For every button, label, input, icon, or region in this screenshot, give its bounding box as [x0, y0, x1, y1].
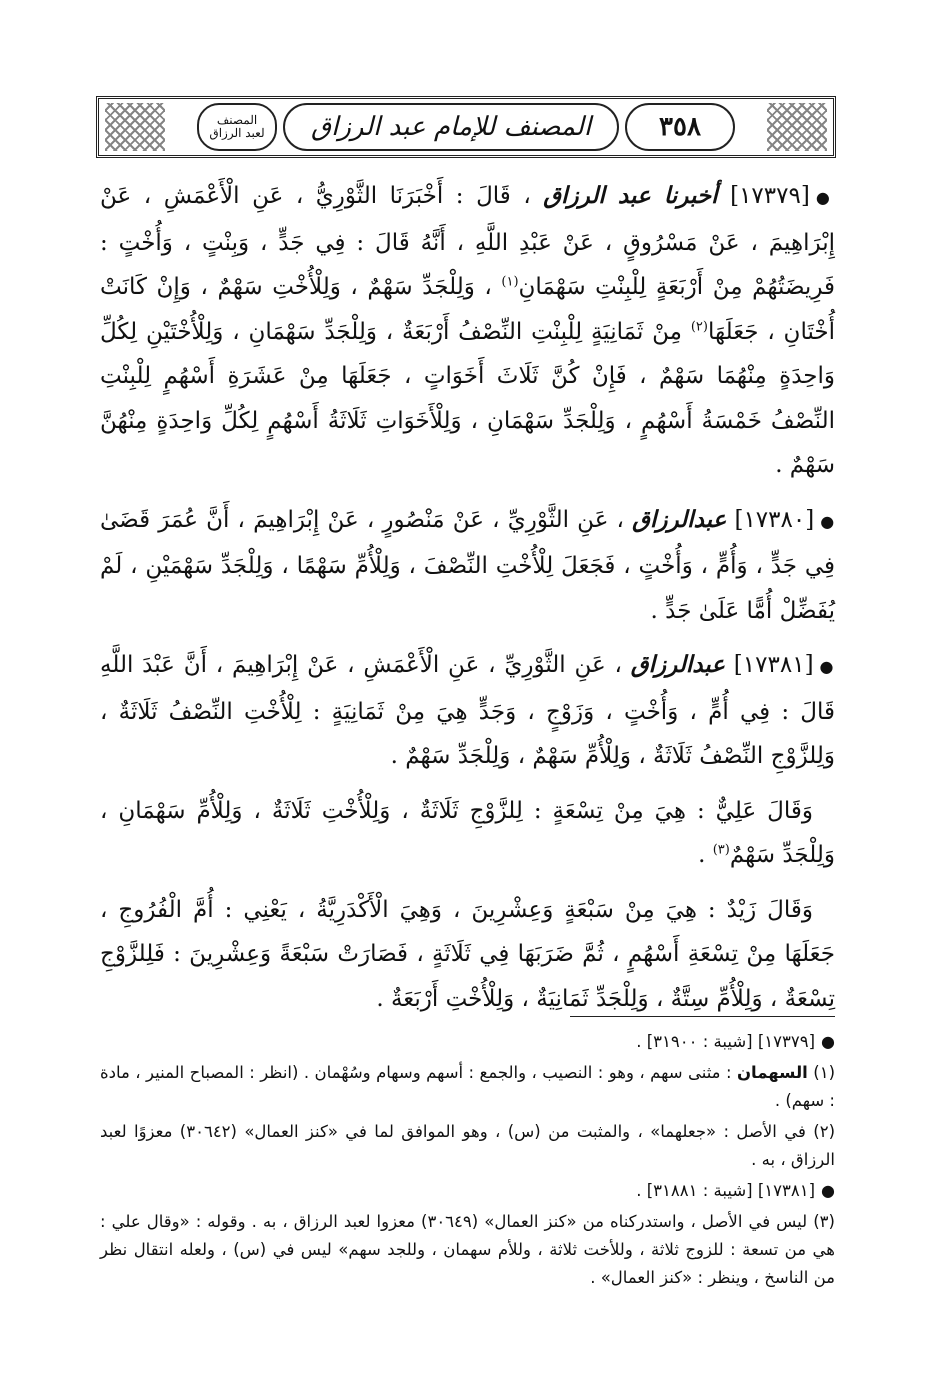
narrator: عبدالرزاق — [632, 505, 727, 533]
hadith-number: [١٧٣٨٠] — [734, 506, 815, 533]
page-number: ٣٥٨ — [659, 112, 701, 142]
bullet-icon: ● — [821, 1032, 835, 1051]
emblem-line-2: لعبد الرزاق — [209, 126, 265, 140]
footnote-number: (٢) — [813, 1122, 835, 1141]
footnote-ref-3[interactable]: (٣) — [712, 842, 730, 858]
zayd-opinion — [100, 888, 835, 1022]
ali-opinion-end: . — [698, 842, 706, 868]
footnote-ref-2[interactable]: (٢) — [690, 318, 708, 334]
hadith-number: [١٧٣٨١] — [733, 652, 814, 678]
hadith-number: [١٧٣٧٩] — [730, 183, 810, 209]
hadith-text-part-2: ، وَلِلْجَدِّ سَهْمٌ ، وَلِلْأُخْتِ سَهْمٌ ، وَإِنْ كَانَتْ أُخْتَانِ ، جَعَلَهَا — [100, 274, 836, 345]
ornament-right-icon — [767, 103, 827, 151]
ali-opinion-text: وَقَالَ عَلِيٌّ : هِيَ مِنْ تِسْعَةٍ : لِلزَّوْجِ ثَلَاثَةٌ ، وَلِلْأُخْتِ ثَلَاثَةٌ ، وَلِلْأُمِّ سَهْمَانِ ، وَلِلْجَدِّ سَهْمٌ — [100, 797, 835, 868]
bullet-icon: ● — [821, 1181, 835, 1200]
bullet-icon: ● — [815, 188, 836, 207]
hadith-text: ، عَنِ الثَّوْرِيِّ ، عَنِ الْأَعْمَشِ ، عَنْ إِبْرَاهِيمَ ، أَنَّ عَبْدَ اللَّهِ قَالَ : فِي أُمٍّ ، وَأُخْتٍ ، وَزَوْجٍ ، وَجَدٍّ هِيَ مِنْ ثَمَانِيَةٍ : لِلْأُخْتِ النِّصْفُ ثَلَاثَةٌ ، وَلِلزَّوْجِ النِّصْفُ ثَلَاثَةٌ ، وَلِلْأُمِّ سَهْمٌ ، وَلِلْجَدِّ سَهْمٌ . — [100, 652, 835, 769]
hadith-text-part-1: ، قَالَ : أَخْبَرَنَا الثَّوْرِيُّ ، عَنِ الْأَعْمَشِ ، عَنْ إِبْرَاهِيمَ ، عَنْ مَسْرُوقٍ ، عَنْ عَبْدِ اللَّهِ ، أَنَّهُ قَالَ : فِي جَدٍّ ، وَبِنْتٍ ، وَأُخْتٍ : فَرِيضَتُهُمْ مِنْ أَرْبَعَةٍ لِلْبِنْتِ سَهْمَانِ — [100, 183, 835, 300]
footnote-source-17379 — [100, 1028, 835, 1056]
hadith-17379 — [100, 174, 835, 488]
book-emblem — [197, 103, 277, 151]
footnote-number: (٣) — [813, 1212, 835, 1231]
page-number-box — [625, 103, 735, 151]
main-text — [100, 174, 835, 1031]
running-title — [283, 103, 619, 151]
narrator: عبدالرزاق — [630, 651, 725, 678]
ali-opinion — [100, 789, 835, 878]
hadith-text: ، عَنِ الثَّوْرِيِّ ، عَنْ مَنْصُورٍ ، عَنْ إِبْرَاهِيمَ ، أَنَّ عُمَرَ قَضَىٰ فِي جَدٍّ ، وَأُمٍّ ، وَأُخْتٍ ، فَجَعَلَ لِلْأُخْتِ النِّصْفَ ، وَلِلْأُمِّ سَهْمًا ، وَلِلْجَدِّ سَهْمَيْنِ ، لَمْ يُفَضِّلْ أُمًّا عَلَىٰ جَدٍّ . — [100, 506, 835, 624]
ornament-left-icon — [105, 103, 165, 151]
footnote-number: (١) — [813, 1063, 836, 1082]
footnote-1 — [100, 1059, 835, 1115]
narrator: أخبرنا عبد الرزاق — [543, 182, 718, 209]
footnote-text: [١٧٣٨١] [شيبة : ٣١٨٨١] . — [636, 1181, 816, 1200]
footnote-ref-1[interactable]: (١) — [501, 274, 519, 290]
hadith-17380 — [100, 498, 835, 634]
footnotes — [100, 1028, 835, 1295]
bullet-icon: ● — [820, 511, 836, 531]
footnote-divider — [570, 1016, 835, 1017]
footnote-source-17381 — [100, 1177, 835, 1205]
emblem-line-1: المصنف — [216, 113, 258, 127]
footnote-text: : مثنى سهم ، وهو : النصيب ، والجمع : أسهم وسهام وسُهْمان . (انظر : المصباح المنير ، مادة : سهم) . — [100, 1063, 835, 1110]
footnote-text: ليس في الأصل ، واستدركناه من «كنز العمال» (٣٠٦٤٩) معزوا لعبد الرزاق ، به . وقوله : «وقال علي : هي من تسعة : للزوج ثلاثة ، وللأخت ثلاثة ، وللأم سهمان ، وللجد سهم» ليس في (س) ، ولعله انتقال نظر من الناسخ ، وينظر : «كنز العمال» . — [100, 1212, 835, 1287]
footnote-text: [١٧٣٧٩] [شيبة : ٣١٩٠٠] . — [636, 1032, 816, 1051]
footnote-text: في الأصل : «جعلهما» ، والمثبت من (س) ، وهو الموافق لما في «كنز العمال» (٣٠٦٤٢) معزوًا لعبد الرزاق ، به . — [100, 1122, 835, 1169]
page-header — [96, 96, 836, 158]
hadith-text-part-3: مِنْ ثَمَانِيَةٍ لِلْبِنْتِ النِّصْفُ أَرْبَعَةٌ ، وَلِلْجَدِّ سَهْمَانِ ، وَلِلْأُخْتَيْنِ لِكُلِّ وَاحِدَةٍ مِنْهُمَا سَهْمٌ ، فَإِنْ كُنَّ ثَلَاثَ أَخَوَاتٍ ، جَعَلَهَا مِنْ عَشَرَةِ أَسْهُمٍ لِلْبِنْتِ النِّصْفُ خَمْسَةُ أَسْهُمٍ ، وَلِلْجَدِّ سَهْمَانِ ، وَلِلْأَخَوَاتِ ثَلَاثَةُ أَسْهُمٍ لِكُلِّ وَاحِدَةٍ مِنْهُنَّ سَهْمٌ . — [100, 318, 835, 478]
running-title-text: المصنف للإمام عبد الرزاق — [310, 112, 592, 142]
bullet-icon: ● — [819, 657, 836, 676]
footnote-2 — [100, 1118, 835, 1174]
hadith-17381 — [100, 643, 835, 779]
zayd-opinion-text: وَقَالَ زَيْدٌ : هِيَ مِنْ سَبْعَةٍ وَعِشْرِينَ ، وَهِيَ الْأَكْدَرِيَّةُ ، يَعْنِي : أُمَّ الْفُرُوجِ ، جَعَلَهَا مِنْ تِسْعَةِ أَسْهُمٍ ، ثُمَّ ضَرَبَهَا فِي ثَلَاثَةٍ ، فَصَارَتْ سَبْعَةً وَعِشْرِينَ : فَلِلزَّوْجِ تِسْعَةٌ ، وَلِلْأُمِّ سِتَّةٌ ، وَلِلْجَدِّ ثَمَانِيَةٌ ، وَلِلْأُخْتِ أَرْبَعَةٌ . — [100, 896, 835, 1012]
footnote-3 — [100, 1208, 835, 1292]
footnote-term: السهمان — [736, 1063, 808, 1082]
